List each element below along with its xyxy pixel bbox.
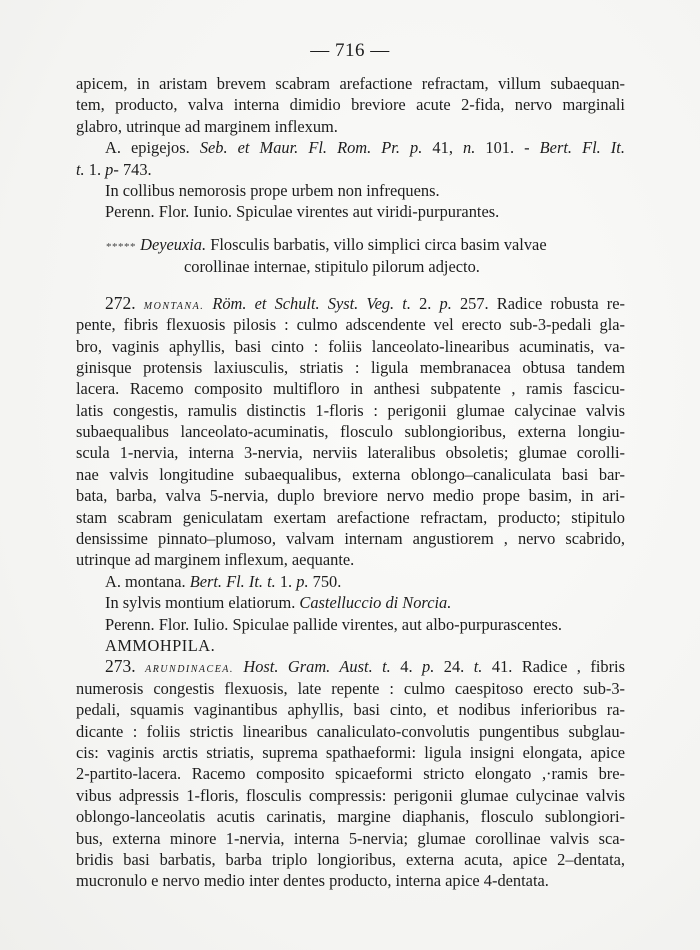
- habitat: In sylvis montium elatiorum.: [105, 593, 296, 613]
- citation-vol: 4.: [400, 657, 413, 677]
- text-line: bata, barba, valva 5-nervia, duplo breviore nervo medio prope basim, in ari-: [76, 486, 625, 506]
- citation: Seb. et Maur. Fl. Rom. Pr. p.: [199, 138, 423, 158]
- citation-p: p.: [296, 571, 309, 591]
- synonym-name: A. epigejos.: [105, 138, 190, 158]
- citation-vol: 2.: [419, 293, 432, 313]
- text-line: numerosis congestis flexuosis, late repente : culmo caespitoso erecto sub-3-: [76, 678, 625, 698]
- text-line: mucronulo e nervo medio inter dentes producto, interna apice 4-dentata.: [76, 871, 549, 891]
- species-epithet: MONTANA.: [143, 300, 205, 312]
- text-line: densissime pinnato–plumoso, valvam internam angustiorem , nervo scabrido,: [76, 529, 625, 549]
- continuation-paragraph: [76, 73, 625, 137]
- section-text: corollinae internae, stipitulo pilorum adjecto.: [184, 256, 480, 276]
- text-line: pente, fibris flexuosis pilosis : culmo adscendente vel erecto sub-3-pedali gla-: [76, 315, 625, 335]
- section-stars: *****: [106, 240, 136, 253]
- page-number: — 716 —: [310, 40, 390, 61]
- text-line: pedali, squamis vaginantibus aphyllis, basi cinto, et nodibus inferioribus ra-: [76, 700, 625, 720]
- citation-p: p.: [422, 657, 435, 677]
- synonym-name: A. montana.: [105, 571, 186, 591]
- citation-page: 743.: [122, 159, 152, 179]
- citation-t: t.: [76, 159, 85, 179]
- text-line: vibus adpressis 1-floris, flosculis compressis: perigonii glumae culycinae valvis: [76, 785, 625, 805]
- section-text: Flosculis barbatis, villo simplici circa basim valvae: [210, 234, 547, 254]
- citation-number: 101. -: [485, 138, 530, 158]
- species-number: 273.: [105, 656, 136, 677]
- citation: Bert. Fl. It. t.: [189, 571, 276, 591]
- species-epithet: ARUNDINACEA.: [145, 664, 234, 676]
- citation-page: 41,: [432, 138, 453, 158]
- text-line: oblongo-lanceolatis acutis carinatis, margine diaphanis, flosculo sublongiori-: [76, 807, 625, 827]
- text-line: tem, producto, valva interna dimidio breviore acute 2-fida, nervo marginali: [76, 95, 625, 115]
- citation: Röm. et Schult. Syst. Veg. t.: [212, 293, 411, 313]
- text-line: nae valvis longitudine subaequalibus, externa oblongo–canaliculata basi bar-: [76, 464, 625, 484]
- text-line: cis: vaginis arctis striatis, suprema spathaeformi: ligula insigni elongata, apice: [76, 742, 625, 762]
- description-start: Radice robusta re-: [496, 293, 625, 313]
- habitat-line: In collibus nemorosis prope urbem non infrequens.: [105, 180, 440, 200]
- citation-n: n.: [463, 138, 476, 158]
- citation-tab: 41.: [491, 657, 513, 677]
- text-line: glabro, utrinque ad marginem inflexum.: [76, 116, 338, 136]
- synonym-montana: [76, 571, 625, 592]
- citation-page: 750.: [312, 571, 342, 591]
- section-genus: Deyeuxia.: [140, 234, 207, 254]
- habitat-line: [76, 592, 625, 613]
- locality: Castelluccio di Norcia.: [299, 593, 452, 613]
- text-line: latis congestis, ramulis distinctis 1-floris : perigonii glumae calycinae valvis: [76, 400, 625, 420]
- section-deyeuxia: [76, 235, 625, 277]
- species-272: [76, 293, 625, 635]
- synonym-epigejos: [76, 137, 625, 180]
- citation-vol: 1.: [279, 571, 293, 591]
- description-start: Radice , fibris: [521, 657, 625, 677]
- species-273: [76, 656, 625, 891]
- text-line: 2-partito-lacera. Racemo composito spicaeformi stricto elongato ,·ramis bre-: [76, 764, 625, 784]
- text-line: ginisque protensis laxiusculis, striatis : ligula membranacea obtusa tandem: [76, 357, 625, 377]
- text-column: [76, 73, 625, 892]
- citation: Host. Gram. Aust. t.: [243, 657, 391, 677]
- text-line: lacera. Racemo composito multifloro in anthesi subpatente , ramis fascicu-: [76, 379, 625, 399]
- citation: Bert. Fl. It.: [539, 138, 625, 158]
- text-line: apicem, in aristam brevem scabram arefactione refractam, villum subaequan-: [76, 74, 625, 93]
- citation-t: t.: [473, 657, 483, 677]
- citation-page: 257.: [459, 293, 489, 313]
- citation-p: p-: [105, 159, 119, 179]
- citation-p: p.: [439, 293, 452, 313]
- citation-page: 24.: [443, 657, 465, 677]
- text-line: bus, externa minore 1-nervia, interna 5-nervia; glumae corollinae valvis sca-: [76, 828, 625, 848]
- text-line: subaequalibus lanceolato-acuminatis, flosculo sublongioribus, externa longiu-: [76, 422, 625, 442]
- text-line: bridis basi barbatis, barba triplo longioribus, externa acuta, apice 2–dentata,: [76, 849, 625, 869]
- phenology-line: Perenn. Flor. Iunio. Spiculae virentes aut viridi-purpurantes.: [105, 202, 500, 222]
- text-line: stam scabram geniculatam exertam arefactione refractam, producto; stipitulo: [76, 507, 625, 527]
- text-line: dicante : foliis strictis linearibus canaliculato-convolutis pungentibus subglau-: [76, 721, 625, 741]
- text-line: utrinque ad marginem inflexum, aequante.: [76, 550, 355, 570]
- genus-heading: AMMOHPILA.: [105, 635, 216, 655]
- citation-vol: 1.: [88, 159, 102, 179]
- species-number: 272.: [105, 292, 136, 313]
- text-line: scula 1-nervia, interna 3-nervia, nerviis lateralibus obsoletis; glumae corolli-: [76, 443, 625, 463]
- text-line: bro, vaginis aphyllis, basi cinto : foliis lanceolato-linearibus acuminatis, va-: [76, 336, 625, 356]
- phenology-line: Perenn. Flor. Iulio. Spiculae pallide virentes, aut albo-purpurascentes.: [105, 614, 562, 634]
